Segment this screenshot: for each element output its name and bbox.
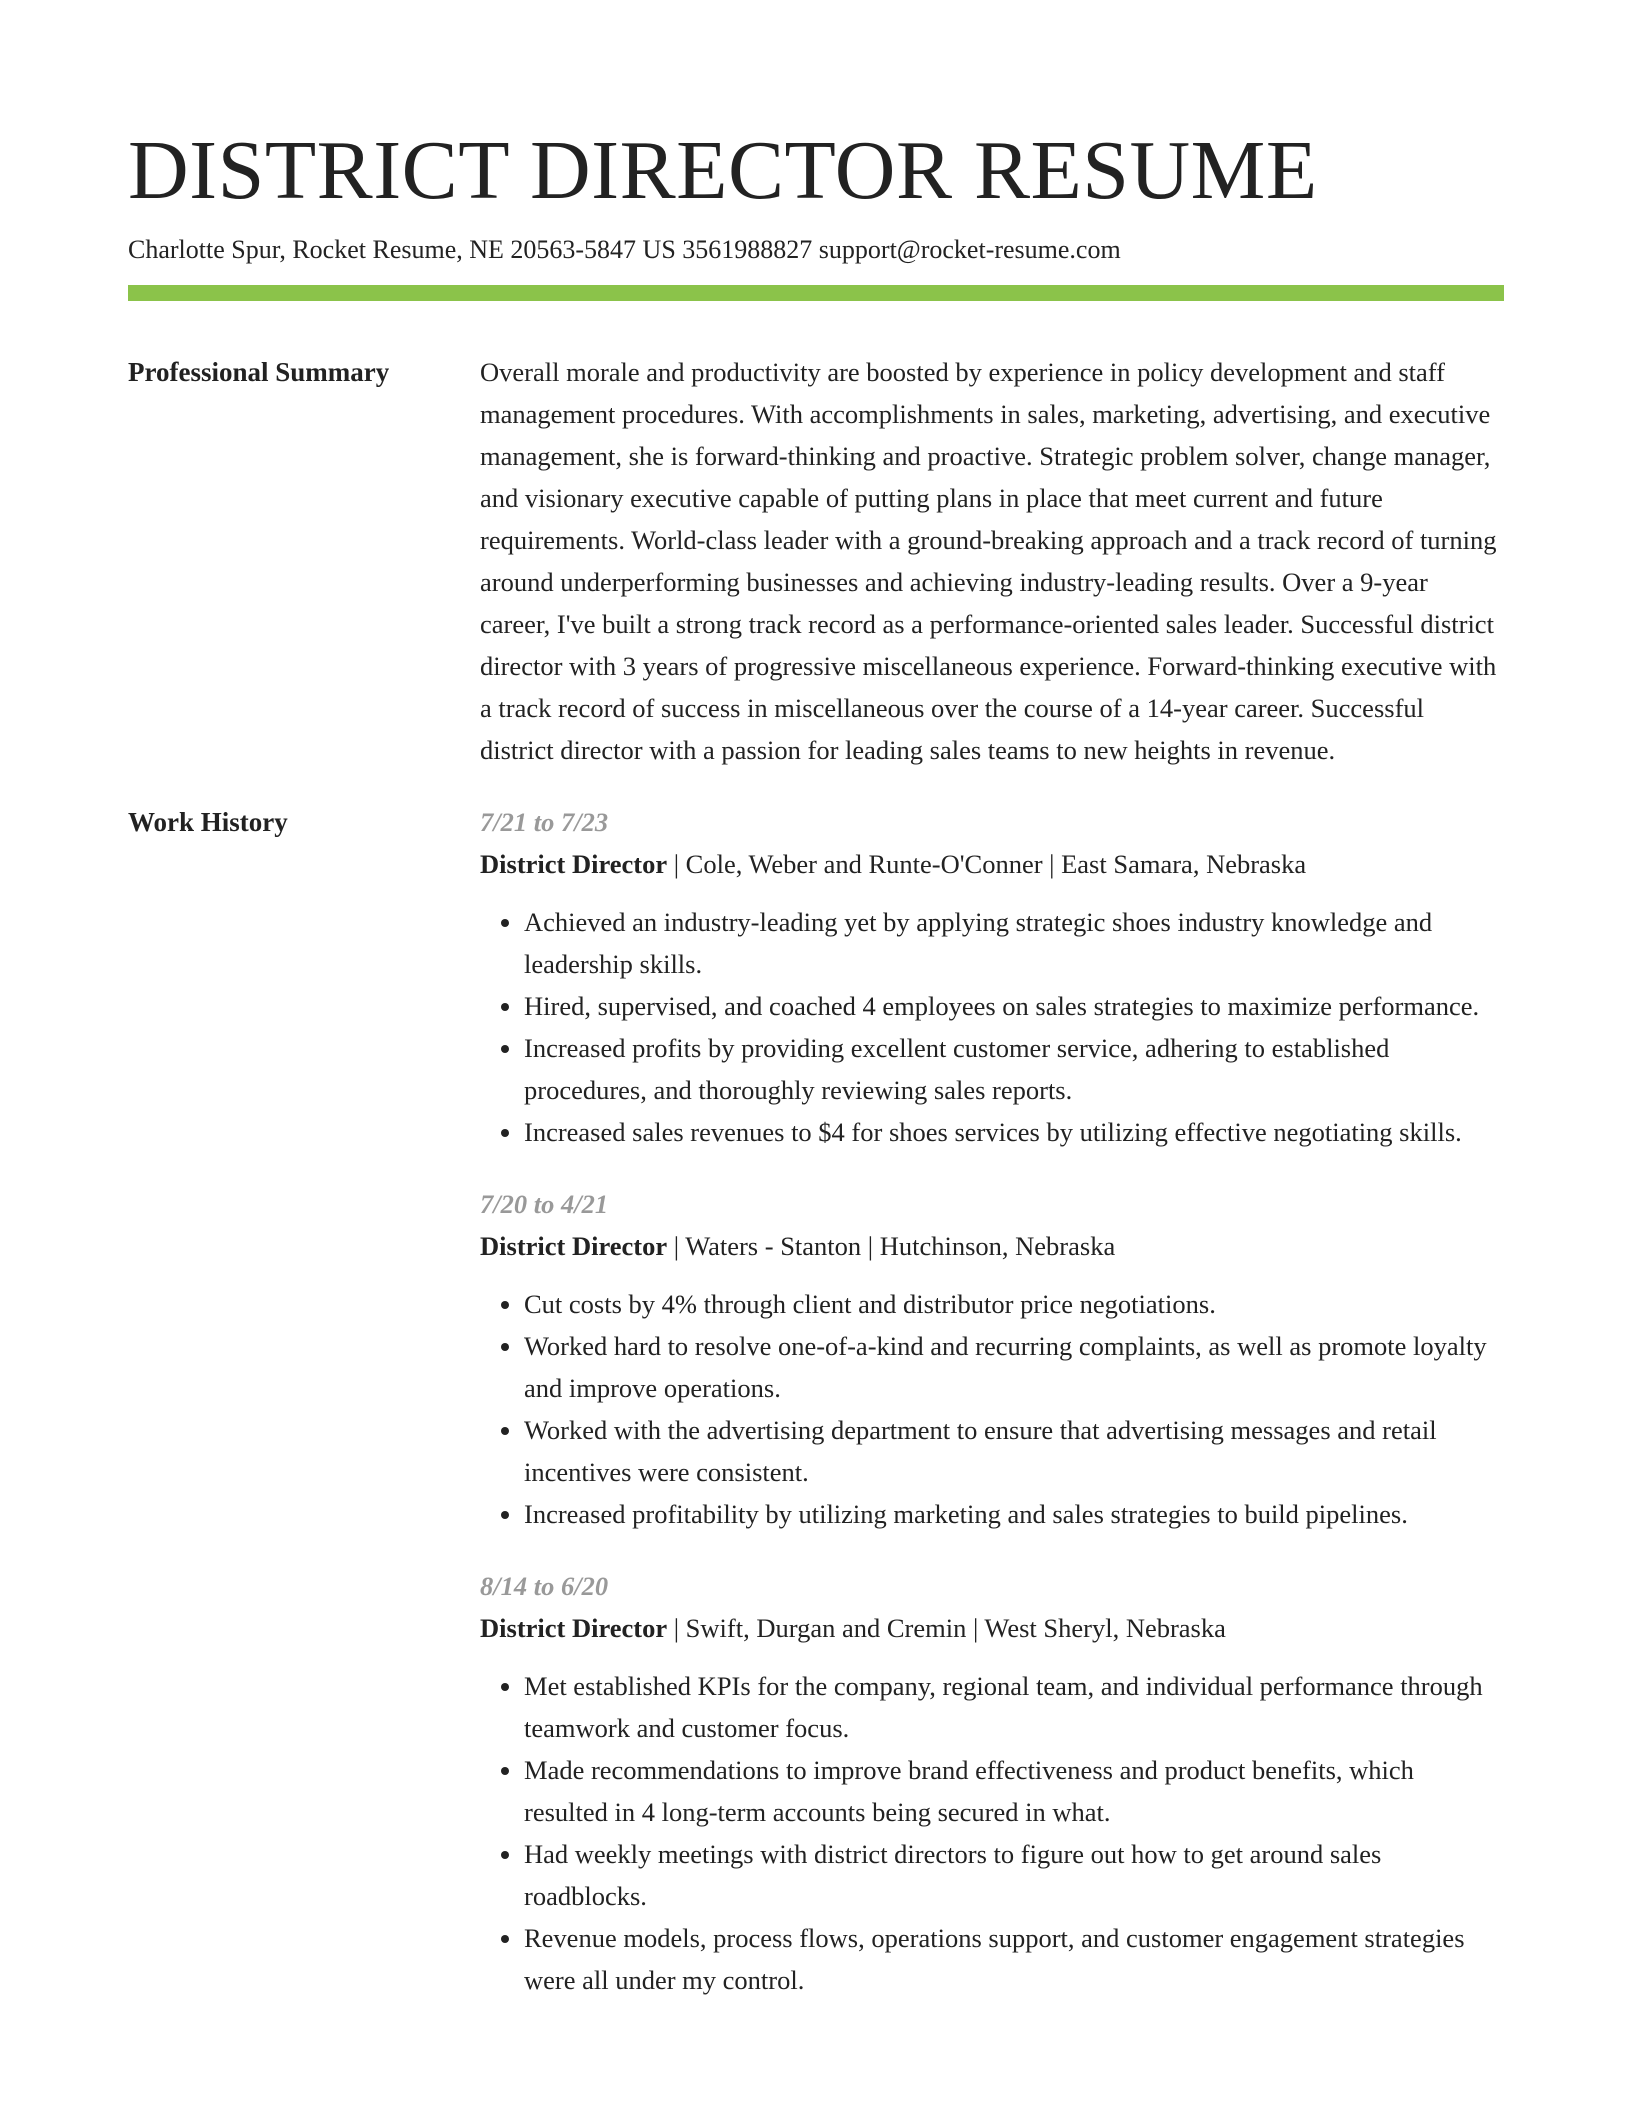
job-title: District Director [480, 1613, 668, 1643]
job-bullet: • Achieved an industry-leading yet by applying strategic shoes industry knowledge and leadership skills. [524, 901, 1504, 985]
professional-summary-section [128, 351, 1504, 771]
job-bullets [480, 901, 1504, 1153]
job-heading [480, 1607, 1504, 1649]
job-title: District Director [480, 849, 668, 879]
job-bullets [480, 1283, 1504, 1535]
job-entry [480, 801, 1504, 1153]
job-bullet: • Increased profits by providing excellent customer service, adhering to established procedures, and thoroughly reviewing sales reports. [524, 1027, 1504, 1111]
job-details: | Waters - Stanton | Hutchinson, Nebraska [667, 1231, 1116, 1261]
contact-line: Charlotte Spur, Rocket Resume, NE 20563-5847 US 3561988827 support@rocket-resume.com [128, 235, 1121, 264]
job-dates: 7/20 to 4/21 [480, 1189, 609, 1219]
job-bullet: • Cut costs by 4% through client and distributor price negotiations. [524, 1283, 1504, 1325]
resume-page [128, 0, 1504, 2031]
job-bullet: • Worked hard to resolve one-of-a-kind and recurring complaints, as well as promote loyalty and improve operations. [524, 1325, 1504, 1409]
work-history-section [128, 801, 1504, 2031]
job-bullet: • Increased profitability by utilizing marketing and sales strategies to build pipelines. [524, 1493, 1504, 1535]
header-divider [128, 285, 1504, 301]
job-details: | Swift, Durgan and Cremin | West Sheryl, Nebraska [667, 1613, 1226, 1643]
job-heading [480, 1225, 1504, 1267]
job-entry [480, 1565, 1504, 2001]
job-bullet: • Met established KPIs for the company, regional team, and individual performance through teamwork and customer focus. [524, 1665, 1504, 1749]
job-bullet: • Worked with the advertising department to ensure that advertising messages and retail incentives were consistent. [524, 1409, 1504, 1493]
job-bullets [480, 1665, 1504, 2001]
job-entry [480, 1183, 1504, 1535]
job-dates: 7/21 to 7/23 [480, 807, 609, 837]
job-bullet: • Had weekly meetings with district directors to figure out how to get around sales roadblocks. [524, 1833, 1504, 1917]
resume-title: DISTRICT DIRECTOR RESUME [128, 124, 1318, 217]
job-title: District Director [480, 1231, 668, 1261]
job-heading [480, 843, 1504, 885]
job-details: | Cole, Weber and Runte-O'Conner | East Samara, Nebraska [667, 849, 1307, 879]
job-bullet: • Increased sales revenues to $4 for shoes services by utilizing effective negotiating skills. [524, 1111, 1504, 1153]
section-label-summary: Professional Summary [128, 357, 390, 387]
summary-text: Overall morale and productivity are boosted by experience in policy development and staff management procedures. With accomplishments in sales, marketing, advertising, and executive management, she is forward-thinking and proactive. Strategic problem solver, change manager, and visionary executive capable of putting plans in place that meet current and future requirements. World-class leader with a ground-breaking approach and a track record of turning around underperforming businesses and achieving industry-leading results. Over a 9-year career, I've built a strong track record as a performance-oriented sales leader. Successful district director with 3 years of progressive miscellaneous experience. Forward-thinking executive with a track record of success in miscellaneous over the course of a 14-year career. Successful district director with a passion for leading sales teams to new heights in revenue. [480, 357, 1497, 765]
job-dates: 8/14 to 6/20 [480, 1571, 609, 1601]
section-label-work-history: Work History [128, 807, 288, 837]
job-bullet: • Made recommendations to improve brand effectiveness and product benefits, which resulted in 4 long-term accounts being secured in what. [524, 1749, 1504, 1833]
job-bullet: • Hired, supervised, and coached 4 employees on sales strategies to maximize performance. [524, 985, 1504, 1027]
job-bullet: • Revenue models, process flows, operations support, and customer engagement strategies were all under my control. [524, 1917, 1504, 2001]
